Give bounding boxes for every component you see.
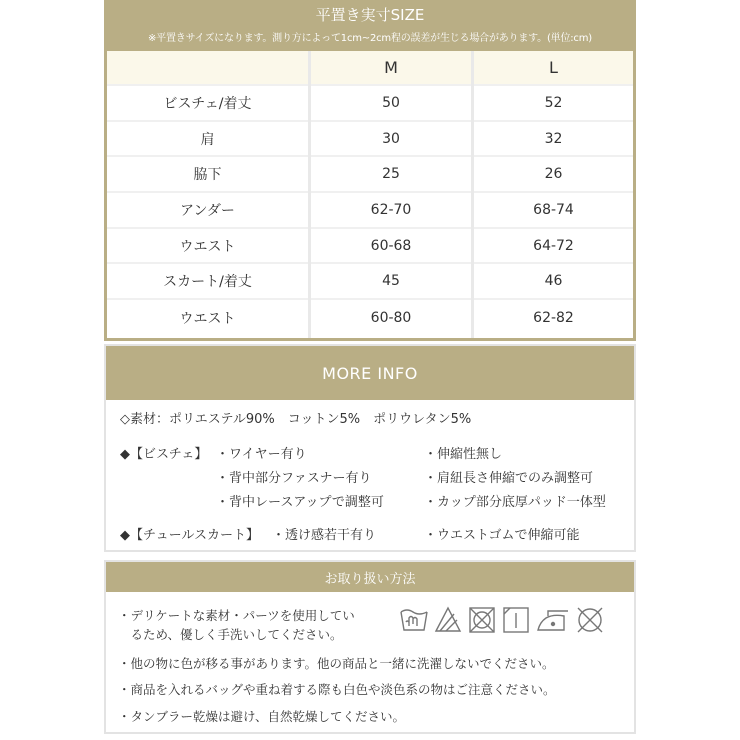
- material-text: ◇素材：ポリエステル90% コットン5% ポリウレタン5%: [120, 412, 472, 427]
- table-row: [107, 229, 633, 264]
- table-row: [107, 193, 633, 228]
- bustier-feature: ・肩紐長さ伸縮でのみ調整可: [424, 471, 594, 486]
- row-value-l: 26: [544, 166, 563, 183]
- skirt-feature: ・透け感若干有り: [272, 528, 377, 543]
- care-line: ・他の物に色が移る事があります。他の商品と一緒に洗濯しないでください。: [118, 656, 555, 671]
- row-label: アンダー: [180, 202, 235, 219]
- row-value-l: 62-82: [533, 309, 574, 326]
- bustier-feature: ・背中レースアップで調整可: [216, 495, 384, 510]
- table-row: [107, 158, 633, 193]
- row-value-m: 30: [382, 130, 400, 147]
- row-value-l: 32: [544, 130, 563, 147]
- care-line: ・デリケートな素材・パーツを使用してい: [118, 608, 355, 623]
- care-line: ・商品を入れるバッグや重ね着する際も白色や淡色系の物はご注意ください。: [118, 682, 556, 697]
- row-value-m: 60-80: [370, 309, 412, 326]
- table-row: [107, 122, 633, 157]
- skirt-feature: ・ウエストゴムで伸縮可能: [424, 528, 580, 543]
- more-info-section: [104, 344, 636, 552]
- more-info-title: MORE INFO: [106, 346, 634, 400]
- column-divider: [471, 51, 474, 338]
- bustier-feature: ・カップ部分底厚パッド一体型: [424, 495, 606, 510]
- row-value-m: 50: [382, 95, 400, 112]
- header-cell-label: [107, 51, 308, 84]
- row-value-l: 68-74: [533, 201, 574, 218]
- iron-low-icon: [538, 611, 568, 630]
- care-line: るため、優しく手洗いしてください。: [118, 627, 343, 642]
- hand-wash-icon: [401, 610, 427, 630]
- row-value-l: 64-72: [533, 237, 574, 254]
- size-title: 平置き実寸SIZE: [315, 6, 425, 24]
- row-value-m: 25: [382, 166, 400, 183]
- row-value-l: 46: [544, 273, 563, 290]
- bustier-feature: ・ワイヤー有り: [216, 447, 307, 462]
- row-label: スカート/着丈: [163, 274, 252, 291]
- column-divider: [308, 51, 311, 338]
- care-symbols: [398, 604, 618, 636]
- skirt-label: ◆【チュールスカート】: [120, 528, 259, 543]
- row-label: 肩: [200, 131, 215, 148]
- care-section: [104, 560, 636, 734]
- size-section: [104, 0, 636, 341]
- row-value-m: 62-70: [370, 201, 412, 218]
- care-title: お取り扱い方法: [106, 562, 634, 592]
- header-cell-l: L: [474, 51, 633, 84]
- header-cell-m: M: [311, 51, 471, 84]
- table-row: [107, 87, 633, 122]
- row-value-m: 60-68: [370, 237, 412, 254]
- size-header-row: [107, 51, 633, 86]
- no-tumble-dry-icon: [470, 608, 494, 632]
- row-label: 脇下: [193, 167, 222, 184]
- row-label: ウエスト: [179, 310, 236, 327]
- row-label: ウエスト: [179, 238, 236, 255]
- line-dry-shade-icon: [504, 608, 528, 632]
- table-row: [107, 265, 633, 300]
- size-note: ※平置きサイズになります。測り方によって1cm~2cm程の誤差が生じる場合があります。(単位:cm): [148, 33, 592, 44]
- bustier-feature: ・背中部分ファスナー有り: [216, 471, 372, 486]
- table-row: [107, 300, 633, 335]
- row-value-l: 52: [544, 95, 563, 112]
- bustier-feature: ・伸縮性無し: [424, 447, 503, 462]
- no-bleach-icon: [436, 608, 460, 631]
- row-value-m: 45: [382, 273, 400, 290]
- bustier-label: ◆【ビスチェ】: [120, 447, 208, 462]
- row-label: ビスチェ/着丈: [163, 96, 252, 113]
- no-dry-clean-icon: [578, 608, 602, 632]
- care-line: ・タンブラー乾燥は避け、自然乾燥してください。: [118, 709, 406, 724]
- size-table: [107, 51, 633, 338]
